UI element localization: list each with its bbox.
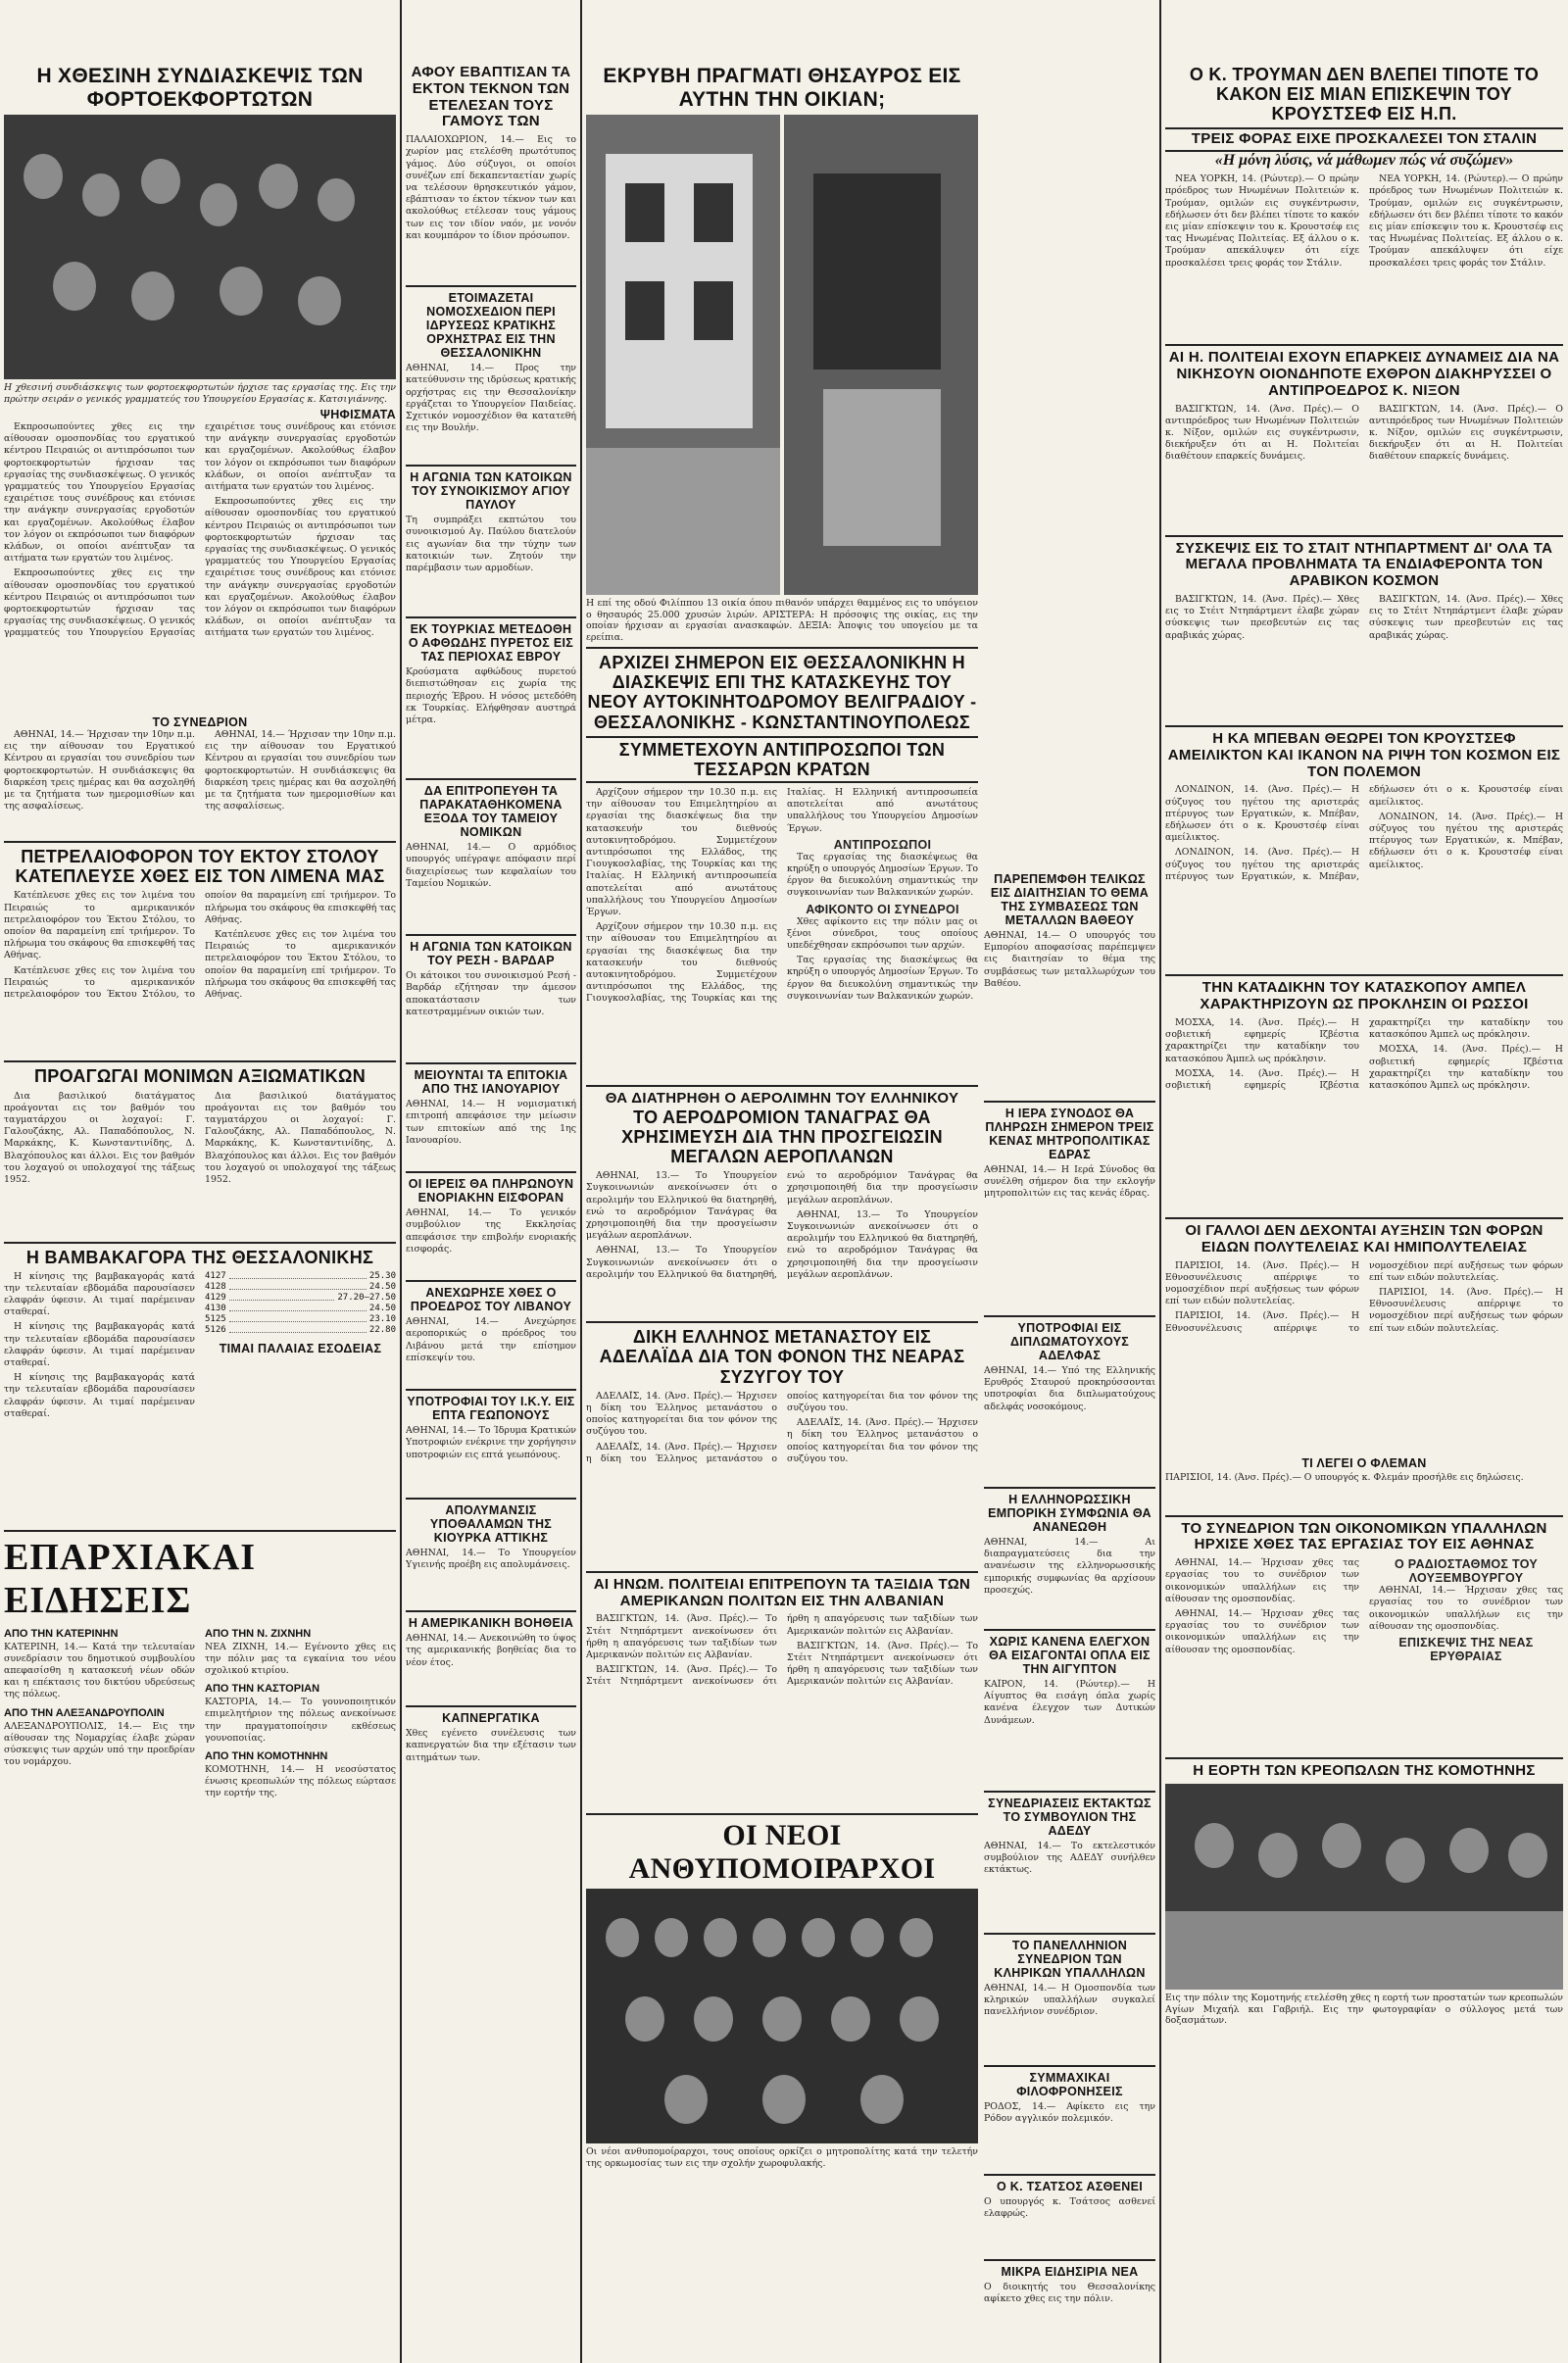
article-paragraph: ΝΕΑ ΥΟΡΚΗ, 14. (Ρώυτερ).— Ο πρώην πρόεδρος των Ηνωμένων Πολιτειών κ. Τρούμαν, ομιλών εις συγκέντρωσιν, εδήλωσεν ότι δεν βλέπει τίποτε το κακόν εις μίαν επίσκεψιν του κ. Κρουστσέφ εις τας Ηνωμένας Πολιτείας. Εξ άλλου ο κ. Τρούμαν απεκάλυψεν ότι είχε προσκαλέσει τρεις φοράς τον Στάλιν. — [1369, 173, 1563, 269]
article-paragraph: Κατέπλευσε χθες εις τον λιμένα του Πειραιώς το αμερικανικόν πετρελαιοφόρον του Έκτου Στόλου, το οποίον θα παραμείνη επί τριήμερον. Το πλήρωμα του σκάφους θα επισκεφθή τας Αθήνας. — [4, 890, 396, 1000]
column-rule — [400, 0, 402, 2363]
article-paragraph: Αρχίζουν σήμερον την 10.30 π.μ. εις την αίθουσαν του Επιμελητηρίου αι εργασίαι της διασκέψεως δια την κατασκευήν του διεθνούς αυτοκινητοδρόμου. Συμμετέχουν αντιπρόσωποι της Ελλάδος, της Γιουγκοσλαβίας, της Τουρκίας και της Ιταλίας. Η Ελληνική αντιπροσωπεία αποτελείται από ανωτάτους υπαλλήλους του Υπουργείου Δημοσίων Έργων. — [586, 786, 978, 1005]
clerical-article-body: ΑΘΗΝΑΙ, 14.— Η Ομοσπονδία των κληρικών υπαλλήλων συγκαλεί πανελλήνιον συνέδριον. — [984, 1983, 1155, 2061]
headline-stalin-invited: ΤΡΕΙΣ ΦΟΡΑΣ ΕΙΧΕ ΠΡΟΣΚΑΛΕΣΕΙ ΤΟΝ ΣΤΑΛΙΝ — [1165, 127, 1563, 152]
headline-resi-vardar: Η ΑΓΩΝΙΑ ΤΩΝ ΚΑΤΟΙΚΩΝ ΤΟΥ ΡΕΣΗ - ΒΑΡΔΑΡ — [410, 940, 572, 968]
treasure-photos — [586, 115, 978, 595]
treasure-photo-caption: Η επί της οδού Φιλίππου 13 οικία όπου πιθανόν υπάρχει θαμμένος εις το υπόγειον ο θησαυρός 25.000 χρυσών λιρών. ΑΡΙΣΤΕΡΑ: Η πρόσοψις της οικίας, εις την οποίαν ήρχισαν αι εργασίαι ανασκαφών. ΔΕΞΙΑ: Άποψις του υπογείου με τα ερείπια. — [586, 598, 978, 643]
headline-hidden-treasure: ΕΚΡΥΒΗ ΠΡΑΓΜΑΤΙ ΘΗΣΑΥΡΟΣ ΕΙΣ ΑΥΤΗΝ ΤΗΝ ΟΙΚΙΑΝ; — [603, 65, 961, 111]
article-paragraph: ΜΟΣΧΑ, 14. (Άνσ. Πρές).— Η σοβιετική εφημερίς Ιζβέστια χαρακτηρίζει την καταδίκην του κατασκόπου Άμπελ ως πρόκλησιν. — [1369, 1044, 1563, 1092]
price-value: 22.80 — [368, 1324, 396, 1335]
article-paragraph: ΑΘΗΝΑΙ, 13.— Το Υπουργείον Συγκοινωνιών ανεκοίνωσεν ότι ο αερολιμήν του Ελληνικού θα διατηρηθή, ενώ το αεροδρόμιον Τανάγρας θα χρησιμοποιηθή δια την προσγείωσιν μεγάλων αεροπλάνων. — [586, 1170, 777, 1242]
article-paragraph: ΑΘΗΝΑΙ, 13.— Το Υπουργείον Συγκοινωνιών ανεκοίνωσεν ότι ο αερολιμήν του Ελληνικού θα διατηρηθή, ενώ το αεροδρόμιον Τανάγρας θα χρησιμοποιηθή δια την προσγείωσιν μεγάλων αεροπλάνων. — [586, 1170, 978, 1280]
flemant-subhead: ΤΙ ΛΕΓΕΙ Ο ΦΛΕΜΑΝ — [1301, 1455, 1427, 1470]
column-3 — [586, 0, 978, 2363]
article-paragraph: Η κίνησις της βαμβακαγοράς κατά την τελευταίαν εβδομάδα παρουσίασεν ελαφράν ύφεσιν. Αι τιμαί παρέμειναν σταθεραί. — [4, 1321, 195, 1369]
provincial-news-left — [4, 1622, 195, 1800]
article-paragraph: ΑΘΗΝΑΙ, 14.— Ήρχισαν την 10ην π.μ. εις την αίθουσαν του Εργατικού Κέντρου αι εργασίαι του συνεδρίου των φορτοεκφορτωτών. Η συνδιάσκεψις θα διαρκέση τρεις ημέρας και θα ασχοληθή με τα ζητήματα των ημερομισθίων και της ασφαλίσεως. — [4, 729, 195, 812]
article-paragraph: Κατέπλευσε χθες εις τον λιμένα του Πειραιώς το αμερικανικόν πετρελαιοφόρον του Έκτου Στόλου, το οποίον θα παραμείνη επί τριήμερον. Το πλήρωμα του σκάφους θα επισκεφθή τας Αθήνας. — [205, 928, 396, 1000]
headline-allied-courtesies: ΣΥΜΜΑΧΙΚΑΙ ΦΙΛΟΦΡΟΝΗΣΕΙΣ — [1016, 2071, 1123, 2098]
american-aid-article-body: ΑΘΗΝΑΙ, 14.— Ανεκοινώθη το ύψος της αμερικανικής βοηθείας δια το νέον έτος. — [406, 1633, 576, 1701]
price-row — [205, 1282, 396, 1293]
article-paragraph: ΛΟΝΔΙΝΟΝ, 14. (Άνσ. Πρές).— Η σύζυγος του ηγέτου της αριστεράς πτέρυγος των Εργατικών, κ. Μπέβαν, εδήλωσεν ότι ο κ. Κρουστσέφ είναι αμείλικτος. — [1165, 784, 1563, 882]
headline-abel-spy: ΤΗΝ ΚΑΤΑΔΙΚΗΝ ΤΟΥ ΚΑΤΑΣΚΟΠΟΥ ΑΜΠΕΛ ΧΑΡΑΚΤΗΡΙΖΟΥΝ ΩΣ ΠΡΟΚΛΗΣΙΝ ΟΙ ΡΩΣΣΟΙ — [1200, 979, 1529, 1013]
headline-motorway-conference: ΑΡΧΙΖΕΙ ΣΗΜΕΡΟΝ ΕΙΣ ΘΕΣΣΑΛΟΝΙΚΗΝ Η ΔΙΑΣΚΕΨΙΣ ΕΠΙ ΤΗΣ ΚΑΤΑΣΚΕΥΗΣ ΤΟΥ ΝΕΟΥ ΑΥΤΟΚΙΝΗΤΟΔΡΟΜΟΥ ΒΕΛΙΓΡΑΔΙΟΥ - ΘΕΣΣΑΛΟΝΙΚΗΣ - ΚΩΝΣΤΑΝΤΙΝΟΥΠΟΛΕΩΣ — [587, 653, 977, 732]
column-rule — [580, 0, 582, 2363]
headline-disinfection: ΑΠΟΛΥΜΑΝΣΙΣ ΥΠΟΘΑΛΑΜΩΝ ΤΗΣ ΚΙΟΥΡΚΑ ΑΤΤΙΚΗΣ — [429, 1503, 553, 1546]
headline-nixon-forces: ΑΙ Η. ΠΟΛΙΤΕΙΑΙ ΕΧΟΥΝ ΕΠΑΡΚΕΙΣ ΔΥΝΑΜΕΙΣ ΔΙΑ ΝΑ ΝΙΚΗΣΟΥΝ ΟΙΟΝΔΗΠΟΤΕ ΕΧΘΡΟΝ ΔΙΑΚΗΡΥΣΣΕΙ Ο ΑΝΤΙΠΡΟΕΔΡΟΣ Κ. ΝΙΞΟΝ — [1168, 349, 1560, 399]
article-paragraph: ΛΟΝΔΙΝΟΝ, 14. (Άνσ. Πρές).— Η σύζυγος του ηγέτου της αριστεράς πτέρυγος των Εργατικών, κ. Μπέβαν, εδήλωσεν ότι ο κ. Κρουστσέφ είναι αμείλικτος. — [1369, 811, 1563, 870]
article-paragraph: ΑΘΗΝΑΙ, 14.— Ήρχισαν χθες τας εργασίας του το συνέδριον των οικονομικών υπαλλήλων εις την αίθουσαν της ομοσπονδίας. — [1369, 1585, 1563, 1632]
tsatsos-article-body: Ο υπουργός κ. Τσάτσος ασθενεί ελαφρώς. — [984, 2196, 1155, 2255]
adedy-article-body: ΑΘΗΝΑΙ, 14.— Το εκτελεστικόν συμβούλιον της ΑΔΕΔΥ συνήλθεν εκτάκτως. — [984, 1841, 1155, 1929]
lawyers-fund-article-body: ΑΘΗΝΑΙ, 14.— Ο αρμόδιος υπουργός υπέγραψε απόφασιν περί διαχειρίσεως των κεφαλαίων του Ταμείου Νομικών. — [406, 842, 576, 930]
cotton-price-table — [205, 1271, 396, 1526]
headline-sixth-child-wedding: ΑΦΟΥ ΕΒΑΠΤΙΣΑΝ ΤΑ ΕΚΤΟΝ ΤΕΚΝΟΝ ΤΩΝ ΕΤΕΛΕΣΑΝ ΤΟΥΣ ΓΑΜΟΥΣ ΤΩΝ — [411, 64, 571, 130]
article-paragraph: ΜΟΣΧΑ, 14. (Άνσ. Πρές).— Η σοβιετική εφημερίς Ιζβέστια χαρακτηρίζει την καταδίκην του κατασκόπου Άμπελ ως πρόκλησιν. — [1165, 1017, 1359, 1064]
luxembourg-radio-subhead: Ο ΡΑΔΙΟΣΤΑΘΜΟΣ ΤΟΥ ΛΟΥΞΕΜΒΟΥΡΓΟΥ — [1394, 1557, 1539, 1586]
headline-nurses-scholarships: ΥΠΟΤΡΟΦΙΑΙ ΕΙΣ ΔΙΠΛΩΜΑΤΟΥΧΟΥΣ ΑΔΕΛΦΑΣ — [1009, 1321, 1130, 1362]
price-value: 23.10 — [368, 1313, 396, 1324]
oil-tanker-article-body — [4, 890, 396, 1057]
agios-pavlos-article-body: Τη συμπράξει εκπτώτου του συνοικισμού Αγ. Παύλου διατελούν εις αγωνίαν δια την τύχην των κατοικιών των. Ζητούν την παρέμβασιν των αρμοδίων. — [406, 515, 576, 613]
truman-article-body — [1165, 173, 1563, 340]
provincial-item: ΚΟΜΟΤΗΝΗ, 14.— Η νεοσύστατος ένωσις κρεοπωλών της πόλεως εώρτασε την εορτήν της. — [205, 1764, 396, 1799]
orchestra-article-body: ΑΘΗΝΑΙ, 14.— Προς την κατεύθυνσιν της ιδρύσεως κρατικής ορχήστρας εις την Θεσσαλονίκην εργάζεται το Υπουργείον Παιδείας. Σχετικόν νομοσχέδιον θα κατατεθή εις την Βουλήν. — [406, 363, 576, 461]
dockworkers-photo-caption: Η χθεσινή συνδιάσκεψις των φορτοεκφορτωτών ήρχισε τας εργασίας της. Εις την πρώτην σειράν ο γενικός γραμματεύς του Υπουργείου Εργασίας κ. Κατσιγιάννης. — [4, 382, 396, 405]
article-paragraph: ΑΘΗΝΑΙ, 14.— Ήρχισαν χθες τας εργασίας του το συνέδριον των οικονομικών υπαλλήλων εις την αίθουσαν της ομοσπονδίας. — [1165, 1557, 1359, 1604]
airport-article-body — [586, 1170, 978, 1317]
article-paragraph: ΝΕΑ ΥΟΡΚΗ, 14. (Ρώυτερ).— Ο πρώην πρόεδρος των Ηνωμένων Πολιτειών κ. Τρούμαν, ομιλών εις συγκέντρωσιν, εδήλωσεν ότι δεν βλέπει τίποτε το κακόν εις μίαν επίσκεψιν του κ. Κρουστσέφ εις τας Ηνωμένας Πολιτείας. Εξ άλλου ο κ. Τρούμαν απεκάλυψεν ότι είχε προσκαλέσει τρεις φοράς τον Στάλιν. — [1165, 173, 1359, 269]
article-paragraph: Η κίνησις της βαμβακαγοράς κατά την τελευταίαν εβδομάδα παρουσίασεν ελαφράν ύφεσιν. Αι τιμαί παρέμειναν σταθεραί. — [4, 1270, 195, 1318]
headline-holy-synod: Η ΙΕΡΑ ΣΥΝΟΔΟΣ ΘΑ ΠΛΗΡΩΣΗ ΣΗΜΕΡΟΝ ΤΡΕΙΣ ΚΕΝΑΣ ΜΗΤΡΟΠΟΛΙΤΙΚΑΣ ΕΔΡΑΣ — [985, 1107, 1154, 1161]
finance-employees-article-body — [1165, 1557, 1563, 1753]
interest-rates-article-body: ΑΘΗΝΑΙ, 14.— Η νομισματική επιτροπή απεφάσισε την μείωσιν των επιτοκίων από της 1ης Ιανουαρίου. — [406, 1099, 576, 1167]
motorway-article-body — [586, 787, 978, 1081]
headline-tsatsos-ill: Ο Κ. ΤΣΑΤΣΟΣ ΑΣΘΕΝΕΙ — [996, 2180, 1144, 2193]
old-crop-prices-title: ΤΙΜΑΙ ΠΑΛΑΙΑΣ ΕΣΟΔΕΙΑΣ — [219, 1341, 382, 1355]
headline-officer-promotions: ΠΡΟΑΓΩΓΑΙ ΜΟΝΙΜΩΝ ΑΞΙΩΜΑΤΙΚΩΝ — [33, 1066, 367, 1087]
headline-priests-contribution: ΟΙ ΙΕΡΕΙΣ ΘΑ ΠΛΗΡΩΝΟΥΝ ΕΝΟΡΙΑΚΗΝ ΕΙΣΦΟΡΑΝ — [408, 1177, 574, 1206]
headline-cotton-market: Η ΒΑΜΒΑΚΑΓΟΡΑ ΤΗΣ ΘΕΣΣΑΛΟΝΙΚΗΣ — [25, 1247, 374, 1267]
article-paragraph: Η κίνησις της βαμβακαγοράς κατά την τελευταίαν εβδομάδα παρουσίασεν ελαφράν ύφεσιν. Αι τιμαί παρέμειναν σταθεραί. — [4, 1372, 195, 1419]
treasure-house-basement-photo — [784, 115, 978, 595]
headline-agios-pavlos: Η ΑΓΩΝΙΑ ΤΩΝ ΚΑΤΟΙΚΩΝ ΤΟΥ ΣΥΝΟΙΚΙΣΜΟΥ ΑΓΙΟΥ ΠΑΥΛΟΥ — [410, 470, 572, 513]
tobacco-workers-article-body: Χθες εγένετο συνέλευσις των καπνεργατών δια την εξέτασιν των αιτημάτων των. — [406, 1728, 576, 1806]
article-paragraph: ΑΘΗΝΑΙ, 14.— Ήρχισαν χθες τας εργασίας του το συνέδριον των οικονομικών υπαλλήλων εις την αίθουσαν της ομοσπονδίας. — [1165, 1608, 1359, 1655]
adelaide-article-body — [586, 1391, 978, 1567]
albania-article-body — [586, 1613, 978, 1809]
price-grade: 5125 — [205, 1313, 226, 1324]
price-row — [205, 1314, 396, 1325]
article-paragraph: ΜΟΣΧΑ, 14. (Άνσ. Πρές).— Η σοβιετική εφημερίς Ιζβέστια χαρακτηρίζει την καταδίκην του κατασκόπου Άμπελ ως πρόκλησιν. — [1165, 1017, 1563, 1092]
french-taxes-article-body — [1165, 1260, 1563, 1456]
article-paragraph: ΑΔΕΛΑΪΣ, 14. (Άνσ. Πρές).— Ήρχισεν η δίκη του Έλληνος μετανάστου ο οποίος κατηγορείται δια τον φόνον της συζύγου του. — [787, 1417, 978, 1464]
price-grade: 4127 — [205, 1270, 226, 1281]
column-5 — [1165, 0, 1563, 2363]
cotton-article-body — [4, 1271, 195, 1526]
price-value: 27.20—27.50 — [337, 1292, 396, 1303]
headline-adelaide-trial: ΔΙΚΗ ΕΛΛΗΝΟΣ ΜΕΤΑΝΑΣΤΟΥ ΕΙΣ ΑΔΕΛΑΪΔΑ ΔΙΑ ΤΟΝ ΦΟΝΟΝ ΤΗΣ ΝΕΑΡΑΣ ΣΥΖΥΓΟΥ ΤΟΥ — [599, 1327, 965, 1387]
iky-article-body: ΑΘΗΝΑΙ, 14.— Το Ίδρυμα Κρατικών Υποτροφιών ενέκρινε την χορήγησιν υποτροφιών εις επτά γεωπόνους. — [406, 1425, 576, 1494]
lebanon-article-body: ΑΘΗΝΑΙ, 14.— Ανεχώρησε αεροπορικώς ο πρόεδρος του Λιβάνου μετά την επίσημον επίσκεψίν του. — [406, 1316, 576, 1385]
state-department-article-body — [1165, 594, 1563, 721]
article-paragraph: Χθες αφίκοντο εις την πόλιν μας οι ξένοι σύνεδροι, τους οποίους υπεδέχθησαν εκπρόσωποι των αρχών. — [787, 915, 978, 951]
provincial-item: ΚΑΤΕΡΙΝΗ, 14.— Κατά την τελευταίαν συνεδρίασιν του δημοτικού συμβουλίου απεφασίσθη η κατασκευή νέων οδών και η επέκτασις του δικτύου υδρεύσεως της πόλεως. — [4, 1641, 195, 1700]
article-paragraph: Κατέπλευσε χθες εις τον λιμένα του Πειραιώς το αμερικανικόν πετρελαιοφόρον του Έκτου Στόλου, το οποίον θα παραμείνη επί τριήμερον. Το πλήρωμα του σκάφους θα επισκεφθή τας Αθήνας. — [4, 890, 195, 961]
article-paragraph: Εκπροσωπούντες χθες εις την αίθουσαν ομοσπονδίας του εργατικού κέντρου Πειραιώς οι αντιπρόσωποι των φορτοεκφορτωτών ήρχισαν τας εργασίας της συνδιασκέψεως. Ο γενικός γραμματεύς του Υπουργείου Εργασίας εχαιρέτισε τους συνέδρους και ετόνισε την ανάγκην συνεργασίας εργοδοτών και εργαζομένων. Ακολούθως έλαβον τον λόγον οι εκπρόσωποι των διαφόρων κλάδων, οι οποίοι ανέπτυξαν τα αιτήματα των εργατών του λιμένος. — [4, 421, 396, 639]
headline-vatheos-mines: ΠΑΡΕΠΕΜΦΘΗ ΤΕΛΙΚΩΣ ΕΙΣ ΔΙΑΙΤΗΣΙΑΝ ΤΟ ΘΕΜΑ ΤΗΣ ΣΥΜΒΑΣΕΩΣ ΤΩΝ ΜΕΤΑΛΛΩΝ ΒΑΘΕΟΥ — [990, 872, 1150, 927]
price-grade: 4130 — [205, 1303, 226, 1313]
headline-tobacco-workers: ΚΑΠΝΕΡΓΑΤΙΚΑ — [442, 1711, 540, 1726]
article-paragraph: Τας εργασίας της διασκέψεως θα κηρύξη ο υπουργός Δημοσίων Έργων. Το έργον θα διευκολύνη σημαντικώς την συγκοινωνίαν των Βαλκανικών χωρών. — [787, 851, 978, 899]
article-paragraph: ΑΘΗΝΑΙ, 13.— Το Υπουργείον Συγκοινωνιών ανεκοίνωσεν ότι ο αερολιμήν του Ελληνικού θα διατηρηθή, ενώ το αεροδρόμιον Τανάγρας θα χρησιμοποιηθή δια την προσγείωσιν μεγάλων αεροπλάνων. — [787, 1208, 978, 1280]
provincial-label: ΑΠΟ ΤΗΝ ΚΑΤΕΡΙΝΗΝ — [4, 1627, 119, 1640]
resolutions-label: ΨΗΦΙΣΜΑΤΑ — [319, 408, 396, 422]
priests-article-body: ΑΘΗΝΑΙ, 14.— Το γενικόν συμβούλιον της Εκκλησίας απεφάσισε την επιβολήν ενοριακής εισφοράς. — [406, 1207, 576, 1276]
article-paragraph: ΒΑΣΙΓΚΤΩΝ, 14. (Άνσ. Πρές).— Χθες εις το Στέιτ Ντηπάρτμεντ έλαβε χώραν σύσκεψις των πρεσβευτών εις τας αραβικάς χώρας. — [1165, 594, 1359, 641]
headline-tanagra-airfield: ΤΟ ΑΕΡΟΔΡΟΜΙΟΝ ΤΑΝΑΓΡΑΣ ΘΑ ΧΡΗΣΙΜΕΥΣΗ ΔΙΑ ΤΗΝ ΠΡΟΣΓΕΙΩΣΙΝ ΜΕΓΑΛΩΝ ΑΕΡΟΠΛΑΝΩΝ — [621, 1107, 943, 1167]
nurses-article-body: ΑΘΗΝΑΙ, 14.— Υπό της Ελληνικής Ερυθρός Σταυρού προκηρύσσονται υποτροφίαι δια διπλωματούχους αδελφάς νοσοκόμους. — [984, 1365, 1155, 1483]
price-value: 24.50 — [368, 1281, 396, 1292]
article-paragraph: ΒΑΣΙΓΚΤΩΝ, 14. (Άνσ. Πρές).— Ο αντιπρόεδρος των Ηνωμένων Πολιτειών κ. Νίξον, ομιλών εις συγκέντρωσιν, διεκήρυξεν ότι αι Η. Πολιτείαι διαθέτουν επαρκείς δυνάμεις. — [1369, 403, 1563, 463]
article-paragraph: ΑΘΗΝΑΙ, 14.— Ήρχισαν την 10ην π.μ. εις την αίθουσαν του Εργατικού Κέντρου αι εργασίαι του συνεδρίου των φορτοεκφορτωτών. Η συνδιάσκεψις θα διαρκέση τρεις ημέρας και θα ασχοληθή με τα ζητήματα των ημερομισθίων και της ασφαλίσεως. — [205, 729, 396, 812]
article-paragraph: Εκπροσωπούντες χθες εις την αίθουσαν ομοσπονδίας του εργατικού κέντρου Πειραιώς οι αντιπρόσωποι των φορτοεκφορτωτών ήρχισαν τας εργασίας της συνδιασκέψεως. Ο γενικός γραμματεύς του Υπουργείου Εργασίας εχαιρέτισε τους συνέδρους και ετόνισε την ανάγκην συνεργασίας εργοδοτών και εργαζομένων. Ακολούθως έλαβον τον λόγον οι εκπρόσωποι των διαφόρων κλάδων, οι οποίοι ανέπτυξαν τα αιτήματα των εργατών του λιμένος. — [205, 496, 396, 639]
headline-american-aid: Η ΑΜΕΡΙΚΑΝΙΚΗ ΒΟΗΘΕΙΑ — [408, 1616, 574, 1631]
headline-mrs-bevan: Η ΚΑ ΜΠΕΒΑΝ ΘΕΩΡΕΙ ΤΟΝ ΚΡΟΥΣΤΣΕΦ ΑΜΕΙΛΙΚΤΟΝ ΚΑΙ ΙΚΑΝΟΝ ΝΑ ΡΙΨΗ ΤΟΝ ΚΟΣΜΟΝ ΕΙΣ ΤΟΝ ΠΟΛΕΜΟΝ — [1167, 730, 1561, 780]
price-row — [205, 1271, 396, 1282]
headline-iky-scholarships: ΥΠΟΤΡΟΦΙΑΙ ΤΟΥ Ι.Κ.Υ. ΕΙΣ ΕΠΤΑ ΓΕΩΠΟΝΟΥΣ — [407, 1395, 575, 1423]
price-value: 24.50 — [368, 1303, 396, 1313]
article-paragraph: ΒΑΣΙΓΚΤΩΝ, 14. (Άνσ. Πρές).— Το Στέιτ Ντηπάρτμεντ ανεκοίνωσεν ότι ήρθη η απαγόρευσις των ταξιδίων των Αμερικανών πολιτών εις Αλβανίαν. — [586, 1613, 978, 1688]
truman-subtitle: «Η μόνη λύσις, νά μάθωμεν πώς νά συζώμεν» — [1214, 152, 1514, 170]
headline-provincial-news: ΕΠΑΡΧΙΑΚΑΙ ΕΙΔΗΣΕΙΣ — [4, 1536, 257, 1621]
price-row — [205, 1293, 396, 1304]
article-paragraph: Δια βασιλικού διατάγματος προάγονται εις τον βαθμόν του ταγματάρχου οι λοχαγοί: Γ. Γαλουζάκης, Αλ. Παπαδόπουλος, Ν. Μαρκάκης, Κ. Κωνσταντινίδης, Δ. Βλαχόπουλος και άλλοι. Εις τον βαθμόν του λοχαγού οι υπολοχαγοί της τάξεως 1952. — [205, 1090, 396, 1185]
butchers-feast-photo — [1165, 1784, 1563, 1990]
representatives-subhead: ΑΝΤΙΠΡΟΣΩΠΟΙ — [833, 837, 932, 852]
headline-dockworkers-conference: Η ΧΘΕΣΙΝΗ ΣΥΝΔΙΑΣΚΕΨΙΣ ΤΩΝ ΦΟΡΤΟΕΚΦΟΡΤΩΤΩΝ — [36, 65, 364, 111]
headline-greek-russian-trade: Η ΕΛΛΗΝΟΡΩΣΣΙΚΗ ΕΜΠΟΡΙΚΗ ΣΥΜΦΩΝΙΑ ΘΑ ΑΝΑΝΕΩΘΗ — [988, 1493, 1152, 1534]
price-row — [205, 1304, 396, 1314]
small-news-article-body: Ο διοικητής του Θεσσαλονίκης αφίκετο χθες εις την πόλιν. — [984, 2282, 1155, 2363]
provincial-label: ΑΠΟ ΤΗΝ ΚΟΜΟΤΗΝΗΝ — [205, 1750, 328, 1763]
nixon-article-body — [1165, 404, 1563, 531]
disinfection-article-body: ΑΘΗΝΑΙ, 14.— Το Υπουργείον Υγιεινής προέβη εις απολυμάνσεις. — [406, 1548, 576, 1606]
headline-albania-travel: ΑΙ ΗΝΩΜ. ΠΟΛΙΤΕΙΑΙ ΕΠΙΤΡΕΠΟΥΝ ΤΑ ΤΑΞΙΔΙΑ ΤΩΝ ΑΜΕΡΙΚΑΝΩΝ ΠΟΛΙΤΩΝ ΕΙΣ ΤΗΝ ΑΛΒΑΝΙΑΝ — [593, 1575, 971, 1609]
price-grade: 4129 — [205, 1292, 226, 1303]
wedding-article-body: ΠΑΛΑΙΟΧΩΡΙΟΝ, 14.— Εις το χωρίον μας ετελέσθη πρωτότυπος γάμος. Δύο σύζυγοι, οι οποίοι συνέζων επί δεκαπενταετίαν χωρίς να τελέσουν θρησκευτικόν γάμον, εβάπτισαν το έκτον τέκνον των και ακολούθως ετέλεσαν τους γάμους των εις τον ιδίον ναόν, με νονόν και κουμπάρον το ίδιον πρόσωπον. — [406, 134, 576, 281]
headline-four-states: ΣΥΜΜΕΤΕΧΟΥΝ ΑΝΤΙΠΡΟΣΩΠΟΙ ΤΩΝ ΤΕΣΣΑΡΩΝ ΚΡΑΤΩΝ — [586, 736, 978, 783]
treasure-house-facade-photo — [586, 115, 780, 595]
congress-article-body — [4, 729, 396, 837]
headline-state-department: ΣΥΣΚΕΨΙΣ ΕΙΣ ΤΟ ΣΤΑΙΤ ΝΤΗΠΑΡΤΜΕΝΤ ΔΙ' ΟΛΑ ΤΑ ΜΕΓΑΛΑ ΠΡΟΒΛΗΜΑΤΑ ΤΑ ΕΝΔΙΑΦΕΡΟΝΤΑ ΤΟΝ ΑΡΑΒΙΚΟΝ ΚΟΣΜΟΝ — [1175, 539, 1553, 590]
price-value: 25.30 — [368, 1270, 396, 1281]
new-officers-photo — [586, 1889, 978, 2143]
article-paragraph: ΑΔΕΛΑΪΣ, 14. (Άνσ. Πρές).— Ήρχισεν η δίκη του Έλληνος μετανάστου ο οποίος κατηγορείται δια τον φόνον της συζύγου του. — [586, 1390, 978, 1464]
article-paragraph: ΠΑΡΙΣΙΟΙ, 14. (Άνσ. Πρές).— Η Εθνοσυνέλευσις απέρριψε το νομοσχέδιον περί αυξήσεως των φόρων επί των ειδών πολυτελείας. — [1165, 1259, 1359, 1307]
price-row — [205, 1325, 396, 1336]
headline-lebanon-president: ΑΝΕΧΩΡΗΣΕ ΧΘΕΣ Ο ΠΡΟΕΔΡΟΣ ΤΟΥ ΛΙΒΑΝΟΥ — [410, 1286, 572, 1314]
resi-vardar-article-body: Οι κάτοικοι του συνοικισμού Ρεσή - Βαρδάρ εζήτησαν την άμεσον αποκατάστασιν των κατεστραμμένων οικιών των. — [406, 970, 576, 1058]
article-paragraph: ΒΑΣΙΓΚΤΩΝ, 14. (Άνσ. Πρές).— Ο αντιπρόεδρος των Ηνωμένων Πολιτειών κ. Νίξον, ομιλών εις συγκέντρωσιν, διεκήρυξεν ότι αι Η. Πολιτείαι διαθέτουν επαρκείς δυνάμεις. — [1165, 403, 1359, 463]
article-paragraph: ΛΟΝΔΙΝΟΝ, 14. (Άνσ. Πρές).— Η σύζυγος του ηγέτου της αριστεράς πτέρυγος των Εργατικών, κ. Μπέβαν, εδήλωσεν ότι ο κ. Κρουστσέφ είναι αμείλικτος. — [1165, 784, 1359, 844]
provincial-item: ΚΑΣΤΟΡΙΑ, 14.— Το γουνοποιητικόν επιμελητήριον της πόλεως ανεκοίνωσε την πραγματοποίησιν εκθέσεως γουνοποιίας. — [205, 1697, 396, 1744]
headline-komotini-butchers: Η ΕΟΡΤΗ ΤΩΝ ΚΡΕΟΠΩΛΩΝ ΤΗΣ ΚΟΜΟΤΗΝΗΣ — [1193, 1762, 1536, 1780]
synod-article-body: ΑΘΗΝΑΙ, 14.— Η Ιερά Σύνοδος θα συνέλθη σήμερον δια την εκλογήν μητροπολιτών εις τας κενάς έδρας. — [984, 1164, 1155, 1311]
egypt-article-body: ΚΑΪΡΟΝ, 14. (Ρώυτερ).— Η Αίγυπτος θα εισάγη όπλα χωρίς κανένα έλεγχον των Δυτικών Δυνάμεων. — [984, 1679, 1155, 1787]
headline-egypt-arms: ΧΩΡΙΣ ΚΑΝΕΝΑ ΕΛΕΓΧΟΝ ΘΑ ΕΙΣΑΓΟΝΤΑΙ ΟΠΛΑ ΕΙΣ ΤΗΝ ΑΙΓΥΠΤΟΝ — [989, 1635, 1151, 1676]
bevan-article-body — [1165, 784, 1563, 970]
headline-state-orchestra: ΕΤΟΙΜΑΖΕΤΑΙ ΝΟΜΟΣΧΕΔΙΟΝ ΠΕΡΙ ΙΔΡΥΣΕΩΣ ΚΡΑΤΙΚΗΣ ΟΡΧΗΣΤΡΑΣ ΕΙΣ ΤΗΝ ΘΕΣΣΑΛΟΝΙΚΗΝ — [425, 291, 557, 361]
headline-clerical-employees: ΤΟ ΠΑΝΕΛΛΗΝΙΟΝ ΣΥΝΕΔΡΙΟΝ ΤΩΝ ΚΛΗΡΙΚΩΝ ΥΠΑΛΛΗΛΩΝ — [994, 1939, 1146, 1980]
article-paragraph: Τας εργασίας της διασκέψεως θα κηρύξη ο υπουργός Δημοσίων Έργων. Το έργον θα διευκολύνη σημαντικώς την συγκοινωνίαν των Βαλκανικών χωρών. — [787, 955, 978, 1002]
congress-subhead: ΤΟ ΣΥΝΕΔΡΙΟΝ — [152, 715, 248, 730]
article-paragraph: Αρχίζουν σήμερον την 10.30 π.μ. εις την αίθουσαν του Επιμελητηρίου αι εργασίαι της διασκέψεως δια την κατασκευήν του διεθνούς αυτοκινητοδρόμου. Συμμετέχουν αντιπρόσωποι της Ελλάδος, της Γιουγκοσλαβίας, της Τουρκίας και της Ιταλίας. Η Ελληνική αντιπροσωπεία αποτελείται από ανωτάτους υπαλλήλους του Υπουργείου Δημοσίων Έργων. — [586, 786, 777, 917]
article-paragraph: ΑΔΕΛΑΪΣ, 14. (Άνσ. Πρές).— Ήρχισεν η δίκη του Έλληνος μετανάστου ο οποίος κατηγορείται δια τον φόνον της συζύγου του. — [586, 1390, 777, 1438]
foot-and-mouth-article-body: Κρούσματα αφθώδους πυρετού διεπιστώθησαν εις χωρία της περιοχής Έβρου. Η νόσος μετεδόθη εκ Τουρκίας. Ελήφθησαν αυστηρά μέτρα. — [406, 666, 576, 774]
headline-truman-khrushchev: Ο Κ. ΤΡΟΥΜΑΝ ΔΕΝ ΒΛΕΠΕΙ ΤΙΠΟΤΕ ΤΟ ΚΑΚΟΝ ΕΙΣ ΜΙΑΝ ΕΠΙΣΚΕΨΙΝ ΤΟΥ ΚΡΟΥΣΤΣΕΦ ΕΙΣ Η.Π. — [1189, 65, 1540, 124]
provincial-item: ΝΕΑ ΖΙΧΝΗ, 14.— Εγένοντο χθες εις την πόλιν μας τα εγκαίνια του νέου σχολικού κτιρίου. — [205, 1641, 396, 1677]
headline-adedy-council: ΣΥΝΕΔΡΙΑΣΕΙΣ ΕΚΤΑΚΤΩΣ ΤΟ ΣΥΜΒΟΥΛΙΟΝ ΤΗΣ ΑΔΕΔΥ — [988, 1797, 1152, 1838]
promotions-article-body — [4, 1091, 396, 1238]
article-paragraph: Εκπροσωπούντες χθες εις την αίθουσαν ομοσπονδίας του εργατικού κέντρου Πειραιώς οι αντιπρόσωποι των φορτοεκφορτωτών ήρχισαν τας εργασίας της συνδιασκέψεως. Ο γενικός γραμματεύς του Υπουργείου Εργασίας εχαιρέτισε τους συνέδρους και ετόνισε την ανάγκην συνεργασίας εργοδοτών και εργαζομένων. Ακολούθως έλαβον τον λόγον οι εκπρόσωποι των διαφόρων κλάδων, οι οποίοι ανέπτυξαν τα αιτήματα των εργατών του λιμένος. — [4, 421, 195, 565]
price-grade: 4128 — [205, 1281, 226, 1292]
headline-elliniko-airport: ΘΑ ΔΙΑΤΗΡΗΘΗ Ο ΑΕΡΟΛΙΜΗΝ ΤΟΥ ΕΛΛΗΝΙΚΟΥ — [605, 1089, 959, 1107]
headline-french-taxes: ΟΙ ΓΑΛΛΟΙ ΔΕΝ ΔΕΧΟΝΤΑΙ ΑΥΞΗΣΙΝ ΤΩΝ ΦΟΡΩΝ ΕΙΔΩΝ ΠΟΛΥΤΕΛΕΙΑΣ ΚΑΙ ΗΜΙΠΟΛΥΤΕΛΕΙΑΣ — [1185, 1222, 1544, 1255]
headline-finance-employees: ΤΟ ΣΥΝΕΔΡΙΟΝ ΤΩΝ ΟΙΚΟΝΟΜΙΚΩΝ ΥΠΑΛΛΗΛΩΝ ΗΡΧΙΣΕ ΧΘΕΣ ΤΑΣ ΕΡΓΑΣΙΑΣ ΤΟΥ ΕΙΣ ΑΘΗΝΑΣ — [1181, 1519, 1547, 1553]
article-paragraph: ΠΑΡΙΣΙΟΙ, 14. (Άνσ. Πρές).— Η Εθνοσυνέλευσις απέρριψε το νομοσχέδιον περί αυξήσεως των φόρων επί των ειδών πολυτελείας. — [1165, 1259, 1563, 1334]
price-grade: 5126 — [205, 1324, 226, 1335]
butchers-photo-caption: Εις την πόλιν της Κομοτηνής ετελέσθη χθες η εορτή των προστατών των κρεοπωλών Αγίων Μιχαήλ και Γαβριήλ. Εις την φωτογραφίαν ο σύλλογος μετά των δοξασμάτων. — [1165, 1993, 1563, 2027]
delegates-arrived-subhead: ΑΦΙΚΟΝΤΟ ΟΙ ΣΥΝΕΔΡΟΙ — [806, 902, 959, 916]
courtesies-article-body: ΡΟΔΟΣ, 14.— Αφίκετο εις την Ρόδον αγγλικόν πολεμικόν. — [984, 2101, 1155, 2170]
dockworkers-conference-photo — [4, 115, 396, 379]
trade-article-body: ΑΘΗΝΑΙ, 14.— Αι διαπραγματεύσεις δια την ανανέωσιν της ελληνορωσσικής εμπορικής συμφωνίας θα αρχίσουν προσεχώς. — [984, 1537, 1155, 1625]
headline-foot-and-mouth: ΕΚ ΤΟΥΡΚΙΑΣ ΜΕΤΕΔΟΘΗ Ο ΑΦΘΩΔΗΣ ΠΥΡΕΤΟΣ ΕΙΣ ΤΑΣ ΠΕΡΙΟΧΑΣ ΕΒΡΟΥ — [408, 622, 574, 665]
flemant-article-body: ΠΑΡΙΣΙΟΙ, 14. (Άνσ. Πρές).— Ο υπουργός κ. Φλεμάν προσήλθε εις δηλώσεις. — [1165, 1472, 1563, 1511]
mines-article-body: ΑΘΗΝΑΙ, 14.— Ο υπουργός του Εμπορίου αποφασίσας παρέπεμψεν εις διαιτησίαν το θέμα της συμβάσεως των μεταλλωρύχων του Βαθέου. — [984, 930, 1155, 1097]
column-2 — [406, 0, 576, 2363]
dockworkers-article-body — [4, 421, 396, 715]
headline-new-officers: ΟΙ ΝΕΟΙ ΑΝΘΥΠΟΜΟΙΡΑΡΧΟΙ — [628, 1819, 936, 1885]
article-paragraph: ΠΑΡΙΣΙΟΙ, 14. (Άνσ. Πρές).— Η Εθνοσυνέλευσις απέρριψε το νομοσχέδιον περί αυξήσεως των φόρων επί των ειδών πολυτελείας. — [1369, 1287, 1563, 1334]
provincial-item: ΑΛΕΞΑΝΔΡΟΥΠΟΛΙΣ, 14.— Εις την αίθουσαν της Νομαρχίας έλαβε χώραν σύσκεψις των αρχών υπό την προεδρίαν του νομάρχου. — [4, 1720, 195, 1768]
provincial-label: ΑΠΟ ΤΗΝ Ν. ΖΙΧΝΗΝ — [205, 1627, 312, 1640]
headline-small-news: ΜΙΚΡΑ ΕΙΔΗΣΙΡΙΑ ΝΕΑ — [1001, 2265, 1139, 2279]
column-4 — [984, 0, 1155, 2363]
new-officers-caption: Οι νέοι ανθυπομοίραρχοι, τους οποίους ορκίζει ο μητροπολίτης κατά την τελετήν της ορκωμοσίας των εις την σχολήν χωροφυλακής. — [586, 2146, 978, 2169]
column-rule — [1159, 0, 1161, 2363]
headline-lawyers-fund: ΔΑ ΕΠΙΤΡΟΠΕΥΘΗ ΤΑ ΠΑΡΑΚΑΤΑΘΗΚΟΜΕΝΑ ΕΞΟΔΑ ΤΟΥ ΤΑΜΕΙΟΥ ΝΟΜΙΚΩΝ — [419, 784, 563, 840]
article-paragraph: ΒΑΣΙΓΚΤΩΝ, 14. (Άνσ. Πρές).— Το Στέιτ Ντηπάρτμεντ ανεκοίνωσεν ότι ήρθη η απαγόρευσις των ταξιδίων των Αμερικανών πολιτών εις Αλβανίαν. — [586, 1613, 777, 1660]
new-erythraia-subhead: ΕΠΙΣΚΕΨΙΣ ΤΗΣ ΝΕΑΣ ΕΡΥΘΡΑΙΑΣ — [1398, 1636, 1534, 1664]
provincial-news-right — [205, 1622, 396, 1800]
article-paragraph: Δια βασιλικού διατάγματος προάγονται εις τον βαθμόν του ταγματάρχου οι λοχαγοί: Γ. Γαλουζάκης, Αλ. Παπαδόπουλος, Ν. Μαρκάκης, Κ. Κωνσταντινίδης, Δ. Βλαχόπουλος και άλλοι. Εις τον βαθμόν του λοχαγού οι υπολοχαγοί της τάξεως 1952. — [4, 1090, 195, 1185]
article-paragraph: ΒΑΣΙΓΚΤΩΝ, 14. (Άνσ. Πρές).— Χθες εις το Στέιτ Ντηπάρτμεντ έλαβε χώραν σύσκεψις των πρεσβευτών εις τας αραβικάς χώρας. — [1369, 594, 1563, 641]
headline-interest-rates: ΜΕΙΟΥΝΤΑΙ ΤΑ ΕΠΙΤΟΚΙΑ ΑΠΟ ΤΗΣ ΙΑΝΟΥΑΡΙΟΥ — [414, 1068, 568, 1097]
provincial-label: ΑΠΟ ΤΗΝ ΑΛΕΞΑΝΔΡΟΥΠΟΛΙΝ — [4, 1706, 165, 1719]
column-1 — [4, 0, 396, 2363]
provincial-label: ΑΠΟ ΤΗΝ ΚΑΣΤΟΡΙΑΝ — [205, 1683, 320, 1696]
abel-article-body — [1165, 1017, 1563, 1213]
article-paragraph: ΒΑΣΙΓΚΤΩΝ, 14. (Άνσ. Πρές).— Το Στέιτ Ντηπάρτμεντ ανεκοίνωσεν ότι ήρθη η απαγόρευσις των ταξιδίων των Αμερικανών πολιτών εις Αλβανίαν. — [787, 1640, 978, 1688]
headline-oil-tanker: ΠΕΤΡΕΛΑΙΟΦΟΡΟΝ ΤΟΥ ΕΚΤΟΥ ΣΤΟΛΟΥ ΚΑΤΕΠΛΕΥΣΕ ΧΘΕΣ ΕΙΣ ΤΟΝ ΛΙΜΕΝΑ ΜΑΣ — [15, 847, 385, 887]
